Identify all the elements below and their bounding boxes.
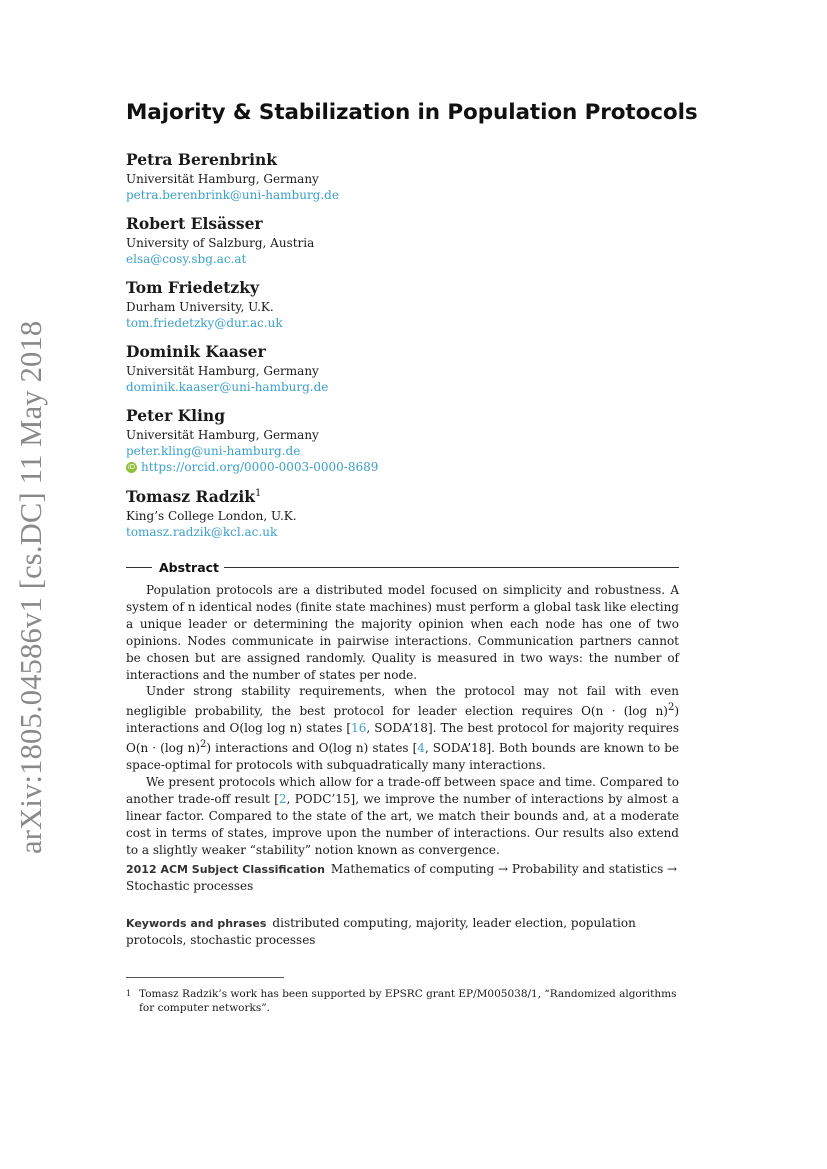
author-email-link[interactable]: dominik.kaaser@uni-hamburg.de: [126, 380, 329, 394]
abstract-paragraph: Population protocols are a distributed model focused on simplicity and robustness. A system of n identical nodes (finite state machines) must perform a global task like electing a unique leader or determining the majority opinion when each node has one of two opinions. Nodes communicate in pairwise interactions. Communication partners cannot be chosen but are assigned randomly. Quality is measured in two ways: the number of interactions and the number of states per node.: [126, 583, 679, 682]
rule-right: [224, 567, 679, 568]
author-block: [126, 486, 686, 540]
orcid-link[interactable]: [126, 459, 686, 476]
acm-label: 2012 ACM Subject Classification: [126, 863, 325, 876]
author-affiliation: Universität Hamburg, Germany: [126, 172, 319, 186]
acm-text: Mathematics of computing → Probability and statistics → Stochastic processes: [126, 862, 678, 893]
rule-left: [126, 567, 152, 568]
footnote: [126, 987, 679, 1015]
orcid-url[interactable]: https://orcid.org/0000-0003-0000-8689: [141, 460, 379, 474]
author-name: Dominik Kaaser: [126, 342, 266, 361]
author-name: Robert Elsässer: [126, 214, 263, 233]
citation-link[interactable]: 16: [351, 721, 367, 736]
author-email-link[interactable]: elsa@cosy.sbg.ac.at: [126, 252, 247, 266]
author-email-link[interactable]: peter.kling@uni-hamburg.de: [126, 444, 301, 458]
orcid-icon: iD: [127, 463, 136, 471]
author-block: [126, 341, 686, 395]
author-affiliation: King’s College London, U.K.: [126, 509, 297, 523]
keywords-label: Keywords and phrases: [126, 917, 267, 930]
author-name: Tomasz Radzik$^1$: [126, 487, 262, 506]
author-email-link[interactable]: petra.berenbrink@uni-hamburg.de: [126, 188, 339, 202]
author-name: Petra Berenbrink: [126, 150, 278, 169]
author-email-link[interactable]: tom.friedetzky@dur.ac.uk: [126, 316, 283, 330]
author-block: [126, 213, 686, 267]
footnote-text: Tomasz Radzik’s work has been supported by EPSRC grant EP/M005038/1, “Randomized algorithms for computer networks”.: [139, 988, 677, 1014]
author-affiliation: University of Salzburg, Austria: [126, 236, 315, 250]
arxiv-identifier: arXiv:1805.04586v1 [cs.DC] 11 May 2018: [14, 320, 48, 854]
author-affiliation: Universität Hamburg, Germany: [126, 428, 319, 442]
author-name: Tom Friedetzky: [126, 278, 259, 297]
footnote-number: 1: [126, 989, 132, 998]
citation-link[interactable]: 4: [417, 741, 425, 756]
abstract-body: [126, 582, 679, 859]
author-block: [126, 149, 686, 203]
abstract-paragraph: Under strong stability requirements, when the protocol may not fail with even negligible probability, the best protocol for leader election requires O(n · (log n)$^2$) interactions and O(log log n) states [16, SODA’18]. The best protocol for majority requires O(n · (log n)$^2$) interactions and O(log n) states [4, SODA’18]. Both bounds are known to be space-optimal for protocols with subquadratically many interactions.: [126, 684, 680, 773]
paper-title: Majority & Stabilization in Population Protocols: [126, 100, 698, 125]
author-list: [126, 149, 686, 550]
author-affiliation: Durham University, U.K.: [126, 300, 274, 314]
author-email-link[interactable]: tomasz.radzik@kcl.ac.uk: [126, 525, 278, 539]
author-block: [126, 405, 686, 476]
citation-link[interactable]: 2: [278, 791, 287, 806]
abstract-paragraph: We present protocols which allow for a trade-off between space and time. Compared to another trade-off result [2, PODC’15], we improve the number of interactions by almost a linear factor. Compared to the state of the art, we match their bounds and, at a moderate cost in terms of states, improve upon the number of interactions. Our results also extend to a slightly weaker “stability” notion known as convergence.: [126, 774, 680, 857]
footnote-marker[interactable]: 1: [255, 487, 262, 499]
abstract-heading: Abstract: [159, 560, 220, 575]
keywords: [126, 915, 679, 949]
acm-classification: [126, 861, 679, 895]
author-name: Peter Kling: [126, 406, 226, 425]
author-block: [126, 277, 686, 331]
author-affiliation: Universität Hamburg, Germany: [126, 364, 319, 378]
keywords-text: distributed computing, majority, leader election, population protocols, stochastic processes: [126, 916, 636, 947]
footnote-rule: [126, 977, 284, 978]
abstract-heading-rule: [126, 560, 679, 576]
